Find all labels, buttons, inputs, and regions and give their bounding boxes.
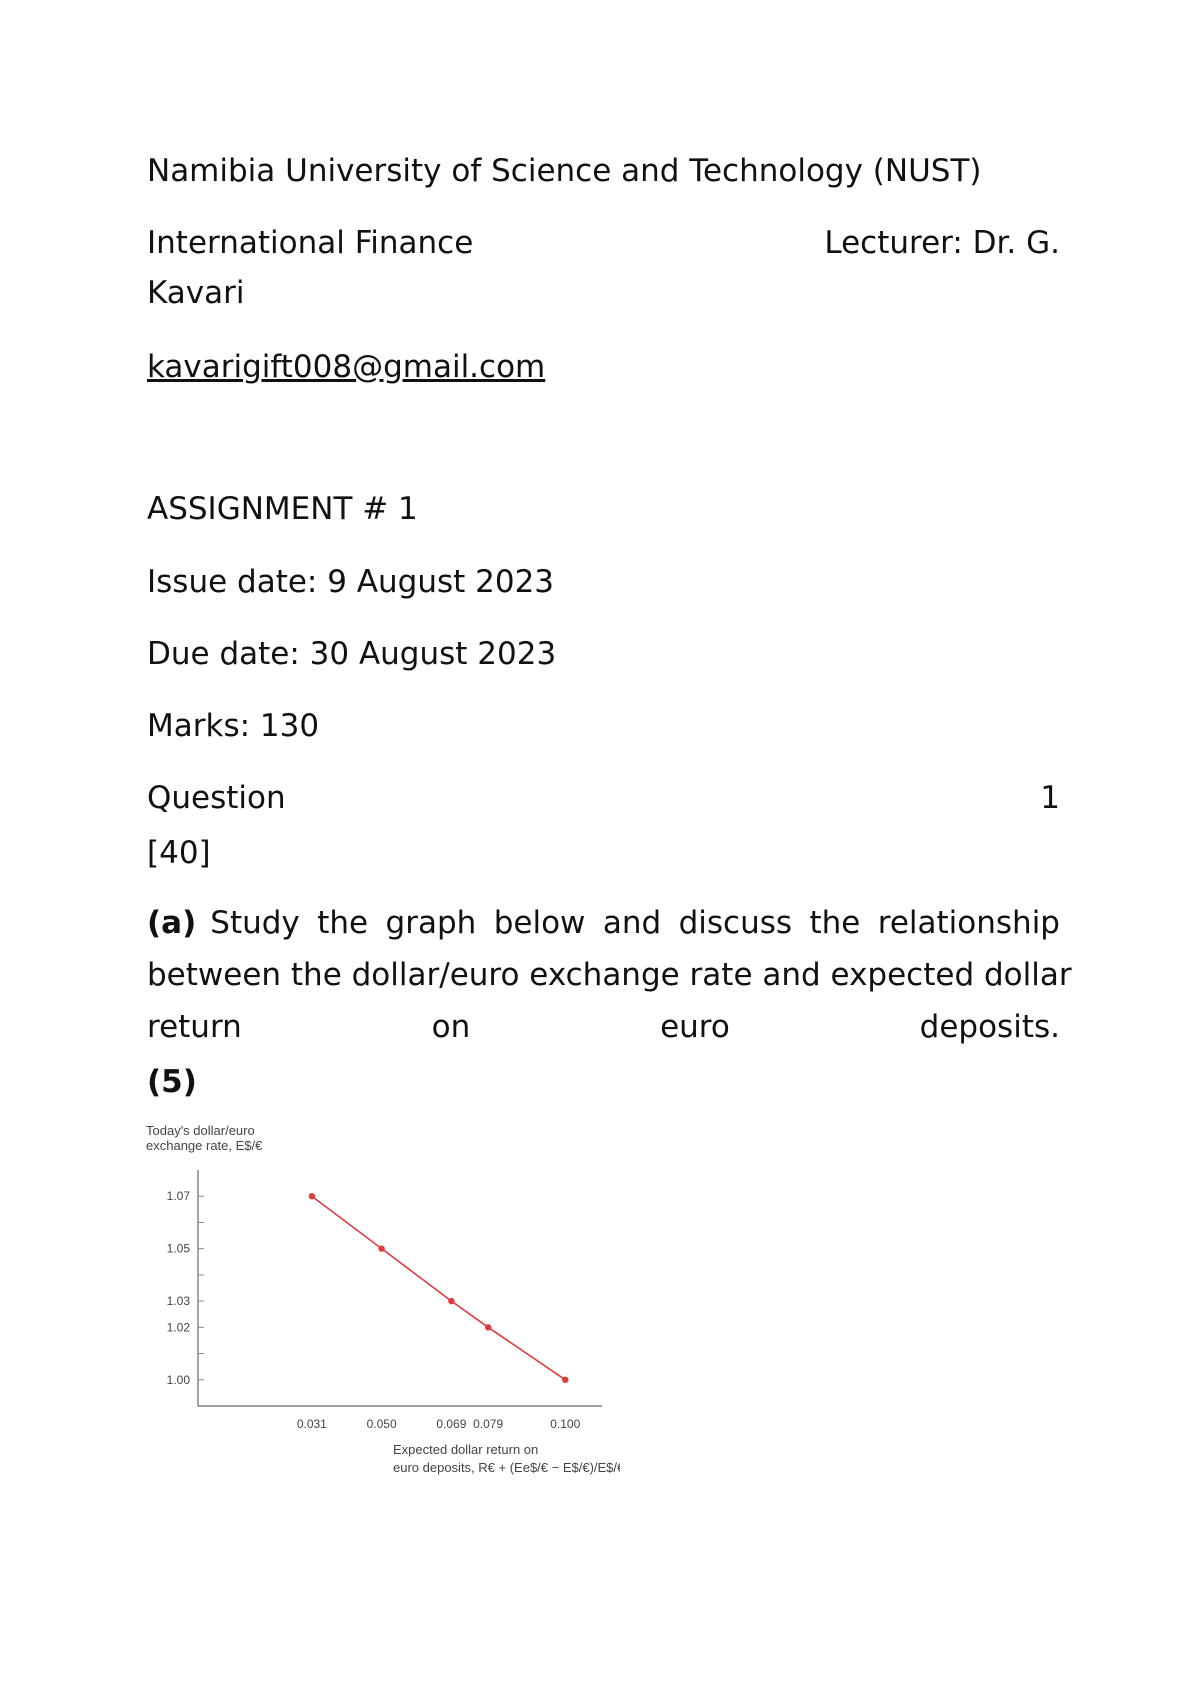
y-tick-label: 1.03 (166, 1294, 190, 1309)
exchange-rate-chart (140, 1120, 620, 1490)
lecturer-label: Lecturer: Dr. G. (824, 225, 1060, 261)
word-deposits: deposits. (919, 1009, 1060, 1045)
word-euro: euro (660, 1009, 730, 1045)
part-a-marks: (5) (147, 1064, 197, 1100)
question-number: 1 (1040, 780, 1060, 816)
due-date: Due date: 30 August 2023 (147, 636, 557, 672)
y-tick-label: 1.07 (166, 1189, 190, 1204)
question-total: [40] (147, 835, 211, 871)
course-name: International Finance (147, 225, 474, 261)
y-tick-label: 1.00 (166, 1372, 190, 1387)
x-tick-label: 0.050 (366, 1417, 397, 1431)
x-tick-label: 0.031 (296, 1417, 327, 1431)
data-point (378, 1245, 384, 1251)
question-label: Question (147, 780, 286, 816)
question-heading (147, 779, 1060, 817)
part-a-line-1 (147, 904, 1060, 942)
data-point (485, 1324, 491, 1330)
chart-svg (140, 1120, 620, 1490)
x-axis-label-line2: euro deposits, R€ + (Ee$/€ − E$/€)/E$/€ (393, 1460, 620, 1475)
data-point (309, 1193, 315, 1199)
part-a-line-2: between the dollar/euro exchange rate and expected dollar (147, 957, 1072, 993)
institution-name: Namibia University of Science and Technology (NUST) (147, 153, 982, 189)
y-axis-label-line2: exchange rate, E$/€ (146, 1138, 263, 1153)
data-point (562, 1377, 568, 1383)
axis-ticks (167, 1189, 581, 1431)
word-return: return (147, 1009, 242, 1045)
y-tick-label: 1.05 (166, 1241, 190, 1256)
issue-date: Issue date: 9 August 2023 (147, 564, 555, 600)
word-on: on (431, 1009, 471, 1045)
part-a-label: (a) (147, 905, 197, 941)
x-tick-label: 0.100 (550, 1417, 581, 1431)
course-lecturer-row (147, 224, 1060, 262)
email-link[interactable]: kavarigift008@gmail.com (147, 349, 546, 385)
series-line-group (309, 1193, 569, 1383)
part-a-line-3 (147, 1008, 1060, 1046)
x-tick-label: 0.069 (436, 1417, 467, 1431)
x-axis-label-line1: Expected dollar return on (393, 1442, 539, 1457)
part-a-text-1: Study the graph below and discuss the relationship (210, 905, 1060, 941)
x-tick-label: 0.079 (473, 1417, 504, 1431)
data-point (448, 1298, 454, 1304)
marks: Marks: 130 (147, 708, 320, 744)
y-axis-label-line1: Today's dollar/euro (146, 1123, 255, 1138)
series-line (312, 1196, 565, 1380)
y-tick-label: 1.02 (166, 1320, 190, 1335)
assignment-title: ASSIGNMENT # 1 (147, 491, 418, 527)
lecturer-name: Kavari (147, 275, 245, 311)
